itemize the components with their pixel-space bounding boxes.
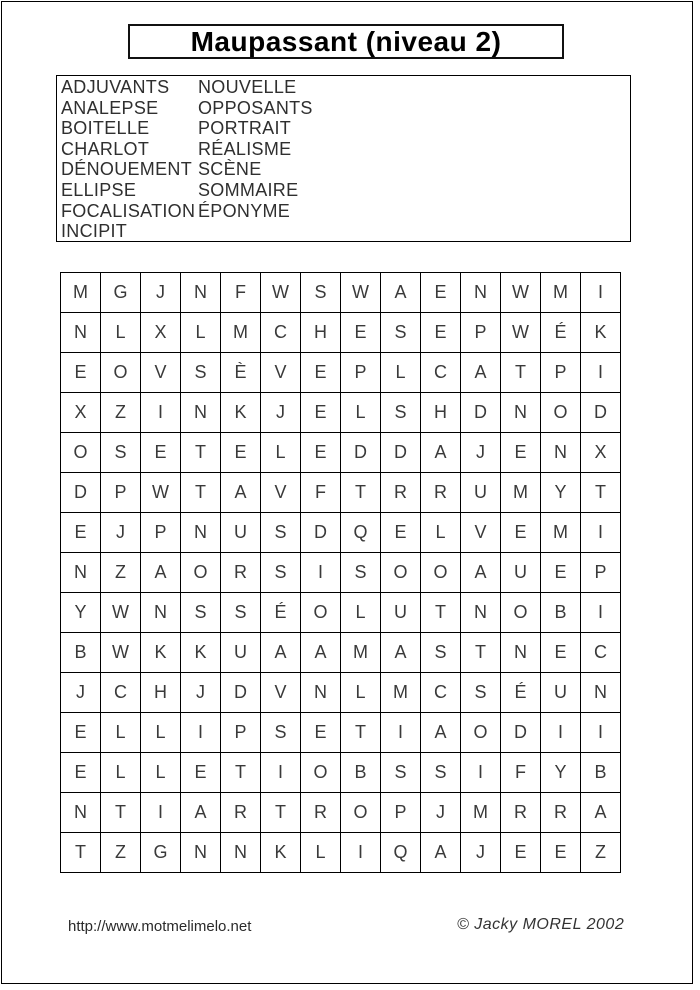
word-list-item: BOITELLE — [61, 118, 150, 139]
grid-cell: V — [141, 353, 181, 393]
grid-cell: É — [261, 593, 301, 633]
grid-cell: T — [581, 473, 621, 513]
grid-cell: R — [421, 473, 461, 513]
grid-cell: Y — [541, 753, 581, 793]
grid-cell: N — [221, 833, 261, 873]
grid-row — [61, 353, 621, 393]
grid-cell: S — [181, 353, 221, 393]
grid-cell: D — [501, 713, 541, 753]
grid-cell: C — [421, 353, 461, 393]
grid-cell: L — [101, 713, 141, 753]
grid-row — [61, 793, 621, 833]
grid-cell: J — [261, 393, 301, 433]
grid-cell: U — [381, 593, 421, 633]
grid-cell: C — [421, 673, 461, 713]
grid-cell: É — [501, 673, 541, 713]
word-list-item: ÉPONYME — [198, 200, 291, 221]
grid-cell: U — [221, 633, 261, 673]
grid-cell: D — [461, 393, 501, 433]
grid-cell: I — [581, 273, 621, 313]
grid-row — [61, 473, 621, 513]
grid-cell: Y — [61, 593, 101, 633]
grid-cell: S — [261, 553, 301, 593]
grid-cell: P — [461, 313, 501, 353]
grid-cell: G — [141, 833, 181, 873]
grid-cell: S — [421, 753, 461, 793]
grid-cell: S — [221, 593, 261, 633]
grid-cell: L — [101, 313, 141, 353]
grid-cell: T — [421, 593, 461, 633]
grid-cell: S — [101, 433, 141, 473]
grid-cell: P — [141, 513, 181, 553]
grid-cell: L — [261, 433, 301, 473]
grid-cell: A — [221, 473, 261, 513]
grid-cell: T — [181, 433, 221, 473]
grid-cell: R — [381, 473, 421, 513]
grid-cell: O — [301, 753, 341, 793]
grid-cell: E — [221, 433, 261, 473]
grid-cell: T — [261, 793, 301, 833]
grid-cell: E — [301, 353, 341, 393]
grid-cell: L — [301, 833, 341, 873]
grid-cell: Z — [101, 833, 141, 873]
grid-cell: O — [541, 393, 581, 433]
grid-cell: S — [381, 393, 421, 433]
grid-cell: N — [461, 593, 501, 633]
grid-cell: K — [141, 633, 181, 673]
grid-cell: L — [421, 513, 461, 553]
word-list-item: RÉALISME — [198, 138, 292, 159]
grid-cell: T — [341, 473, 381, 513]
grid-cell: I — [461, 753, 501, 793]
word-list-box — [56, 75, 631, 242]
grid-cell: A — [301, 633, 341, 673]
grid-row — [61, 673, 621, 713]
grid-cell: R — [221, 553, 261, 593]
grid-cell: I — [261, 753, 301, 793]
grid-cell: W — [501, 273, 541, 313]
grid-cell: W — [261, 273, 301, 313]
grid-cell: N — [61, 553, 101, 593]
grid-cell: F — [301, 473, 341, 513]
grid-cell: I — [141, 393, 181, 433]
grid-cell: P — [221, 713, 261, 753]
grid-cell: J — [141, 273, 181, 313]
grid-cell: S — [181, 593, 221, 633]
grid-cell: E — [421, 273, 461, 313]
grid-cell: M — [221, 313, 261, 353]
word-list-item: SCÈNE — [198, 159, 262, 180]
word-list-item: NOUVELLE — [198, 77, 297, 97]
grid-row — [61, 393, 621, 433]
grid-cell: M — [541, 513, 581, 553]
grid-cell: N — [61, 793, 101, 833]
grid-cell: E — [541, 633, 581, 673]
grid-cell: R — [501, 793, 541, 833]
grid-cell: S — [421, 633, 461, 673]
grid-cell: T — [61, 833, 101, 873]
grid-cell: U — [541, 673, 581, 713]
grid-row — [61, 273, 621, 313]
grid-cell: B — [341, 753, 381, 793]
grid-cell: O — [381, 553, 421, 593]
grid-row — [61, 433, 621, 473]
grid-cell: N — [181, 393, 221, 433]
grid-cell: I — [541, 713, 581, 753]
grid-cell: J — [421, 793, 461, 833]
grid-cell: H — [301, 313, 341, 353]
grid-cell: S — [261, 513, 301, 553]
grid-cell: N — [301, 673, 341, 713]
grid-cell: Z — [581, 833, 621, 873]
grid-cell: R — [541, 793, 581, 833]
grid-cell: X — [581, 433, 621, 473]
grid-cell: I — [301, 553, 341, 593]
grid-row — [61, 713, 621, 753]
grid-cell: E — [541, 833, 581, 873]
grid-cell: S — [381, 313, 421, 353]
grid-cell: C — [261, 313, 301, 353]
grid-cell: E — [501, 513, 541, 553]
grid-cell: A — [421, 713, 461, 753]
word-list-item: DÉNOUEMENT — [61, 159, 193, 180]
grid-cell: N — [141, 593, 181, 633]
grid-cell: S — [381, 753, 421, 793]
grid-cell: E — [381, 513, 421, 553]
grid-cell: P — [581, 553, 621, 593]
grid-cell: P — [341, 353, 381, 393]
grid-cell: M — [381, 673, 421, 713]
word-list-item: OPPOSANTS — [198, 97, 313, 118]
grid-cell: J — [101, 513, 141, 553]
grid-cell: N — [181, 833, 221, 873]
grid-cell: K — [181, 633, 221, 673]
grid-cell: Y — [541, 473, 581, 513]
grid-cell: A — [461, 353, 501, 393]
grid-cell: V — [461, 513, 501, 553]
grid-cell: N — [181, 273, 221, 313]
grid-cell: S — [301, 273, 341, 313]
word-list-column-1 — [61, 77, 195, 242]
grid-cell: L — [141, 713, 181, 753]
grid-cell: W — [101, 633, 141, 673]
word-list-item: FOCALISATION — [61, 200, 196, 221]
grid-cell: T — [181, 473, 221, 513]
grid-cell: N — [61, 313, 101, 353]
word-list-item: ADJUVANTS — [61, 77, 170, 97]
grid-cell: T — [221, 753, 261, 793]
grid-row — [61, 593, 621, 633]
word-list-item: INCIPIT — [61, 221, 128, 242]
grid-row — [61, 513, 621, 553]
grid-cell: L — [341, 393, 381, 433]
grid-cell: U — [501, 553, 541, 593]
grid-cell: R — [301, 793, 341, 833]
grid-cell: D — [301, 513, 341, 553]
grid-cell: E — [61, 513, 101, 553]
grid-cell: U — [221, 513, 261, 553]
grid-cell: J — [461, 833, 501, 873]
grid-cell: N — [581, 673, 621, 713]
grid-cell: E — [501, 433, 541, 473]
grid-cell: E — [421, 313, 461, 353]
footer-copyright: © Jacky MOREL 2002 — [457, 916, 625, 933]
grid-cell: A — [581, 793, 621, 833]
grid-cell: E — [61, 713, 101, 753]
grid-cell: B — [61, 633, 101, 673]
grid-cell: E — [301, 713, 341, 753]
grid-cell: A — [421, 433, 461, 473]
grid-cell: A — [461, 553, 501, 593]
grid-cell: M — [61, 273, 101, 313]
grid-cell: K — [261, 833, 301, 873]
grid-cell: D — [381, 433, 421, 473]
grid-cell: W — [501, 313, 541, 353]
grid-cell: I — [581, 513, 621, 553]
grid-cell: M — [341, 633, 381, 673]
grid-cell: V — [261, 353, 301, 393]
grid-cell: K — [221, 393, 261, 433]
grid-cell: L — [341, 673, 381, 713]
title-box — [128, 24, 564, 59]
grid-cell: M — [461, 793, 501, 833]
word-list-item: ANALEPSE — [61, 97, 159, 118]
grid-cell: J — [181, 673, 221, 713]
grid-cell: S — [341, 553, 381, 593]
grid-cell: H — [141, 673, 181, 713]
grid-row — [61, 633, 621, 673]
grid-cell: J — [61, 673, 101, 713]
grid-cell: A — [141, 553, 181, 593]
grid-cell: O — [421, 553, 461, 593]
grid-cell: E — [61, 753, 101, 793]
page-title: Maupassant (niveau 2) — [190, 25, 502, 57]
grid-cell: V — [261, 473, 301, 513]
grid-cell: R — [221, 793, 261, 833]
grid-cell: C — [581, 633, 621, 673]
word-list-item: SOMMAIRE — [198, 179, 299, 200]
grid-cell: S — [261, 713, 301, 753]
footer-url: http://www.motmelimelo.net — [68, 918, 252, 935]
grid-cell: I — [181, 713, 221, 753]
grid-cell: O — [61, 433, 101, 473]
grid-cell: L — [181, 313, 221, 353]
grid-cell: T — [341, 713, 381, 753]
grid-cell: O — [341, 793, 381, 833]
grid-cell: W — [341, 273, 381, 313]
grid-cell: P — [381, 793, 421, 833]
grid-cell: V — [261, 673, 301, 713]
word-list-column-2 — [198, 77, 313, 221]
grid-cell: W — [141, 473, 181, 513]
grid-cell: D — [61, 473, 101, 513]
grid-cell: F — [501, 753, 541, 793]
word-list-item: ELLIPSE — [61, 179, 137, 200]
grid-cell: F — [221, 273, 261, 313]
grid-cell: K — [581, 313, 621, 353]
grid-cell: C — [101, 673, 141, 713]
grid-cell: L — [101, 753, 141, 793]
grid-row — [61, 753, 621, 793]
grid-cell: X — [141, 313, 181, 353]
grid-cell: O — [301, 593, 341, 633]
grid-cell: N — [461, 273, 501, 313]
grid-cell: T — [501, 353, 541, 393]
grid-cell: A — [381, 633, 421, 673]
grid-cell: L — [341, 593, 381, 633]
word-list-item: CHARLOT — [61, 138, 150, 159]
grid-cell: I — [341, 833, 381, 873]
grid-cell: O — [461, 713, 501, 753]
grid-cell: E — [541, 553, 581, 593]
grid-cell: D — [581, 393, 621, 433]
grid-row — [61, 313, 621, 353]
grid-cell: É — [541, 313, 581, 353]
grid-cell: A — [261, 633, 301, 673]
grid-cell: I — [581, 593, 621, 633]
grid-cell: E — [301, 393, 341, 433]
grid-cell: Z — [101, 393, 141, 433]
grid-cell: Z — [101, 553, 141, 593]
grid-cell: S — [461, 673, 501, 713]
grid-cell: B — [541, 593, 581, 633]
grid-cell: N — [541, 433, 581, 473]
grid-cell: O — [501, 593, 541, 633]
grid-cell: P — [541, 353, 581, 393]
grid-cell: T — [461, 633, 501, 673]
grid-cell: I — [581, 353, 621, 393]
grid-cell: P — [101, 473, 141, 513]
grid-row — [61, 553, 621, 593]
grid-cell: T — [101, 793, 141, 833]
grid-cell: M — [541, 273, 581, 313]
grid-cell: G — [101, 273, 141, 313]
grid-cell: E — [501, 833, 541, 873]
grid-cell: E — [341, 313, 381, 353]
grid-cell: L — [381, 353, 421, 393]
grid-cell: W — [101, 593, 141, 633]
grid-cell: Q — [341, 513, 381, 553]
grid-cell: I — [381, 713, 421, 753]
grid-cell: O — [101, 353, 141, 393]
grid-cell: L — [141, 753, 181, 793]
grid-cell: H — [421, 393, 461, 433]
grid-cell: U — [461, 473, 501, 513]
grid-cell: N — [501, 633, 541, 673]
grid-cell: N — [181, 513, 221, 553]
grid-cell: E — [301, 433, 341, 473]
grid-cell: Q — [381, 833, 421, 873]
grid-cell: B — [581, 753, 621, 793]
grid-row — [61, 833, 621, 873]
grid-cell: M — [501, 473, 541, 513]
grid-cell: È — [221, 353, 261, 393]
grid-cell: I — [141, 793, 181, 833]
letter-grid — [60, 272, 621, 873]
word-list-item: PORTRAIT — [198, 118, 292, 139]
grid-cell: N — [501, 393, 541, 433]
grid-cell: O — [181, 553, 221, 593]
grid-cell: I — [581, 713, 621, 753]
grid-cell: E — [181, 753, 221, 793]
grid-cell: E — [141, 433, 181, 473]
grid-cell: X — [61, 393, 101, 433]
grid-cell: A — [181, 793, 221, 833]
grid-cell: D — [221, 673, 261, 713]
grid-cell: A — [381, 273, 421, 313]
grid-cell: A — [421, 833, 461, 873]
grid-cell: J — [461, 433, 501, 473]
grid-cell: E — [61, 353, 101, 393]
grid-cell: D — [341, 433, 381, 473]
